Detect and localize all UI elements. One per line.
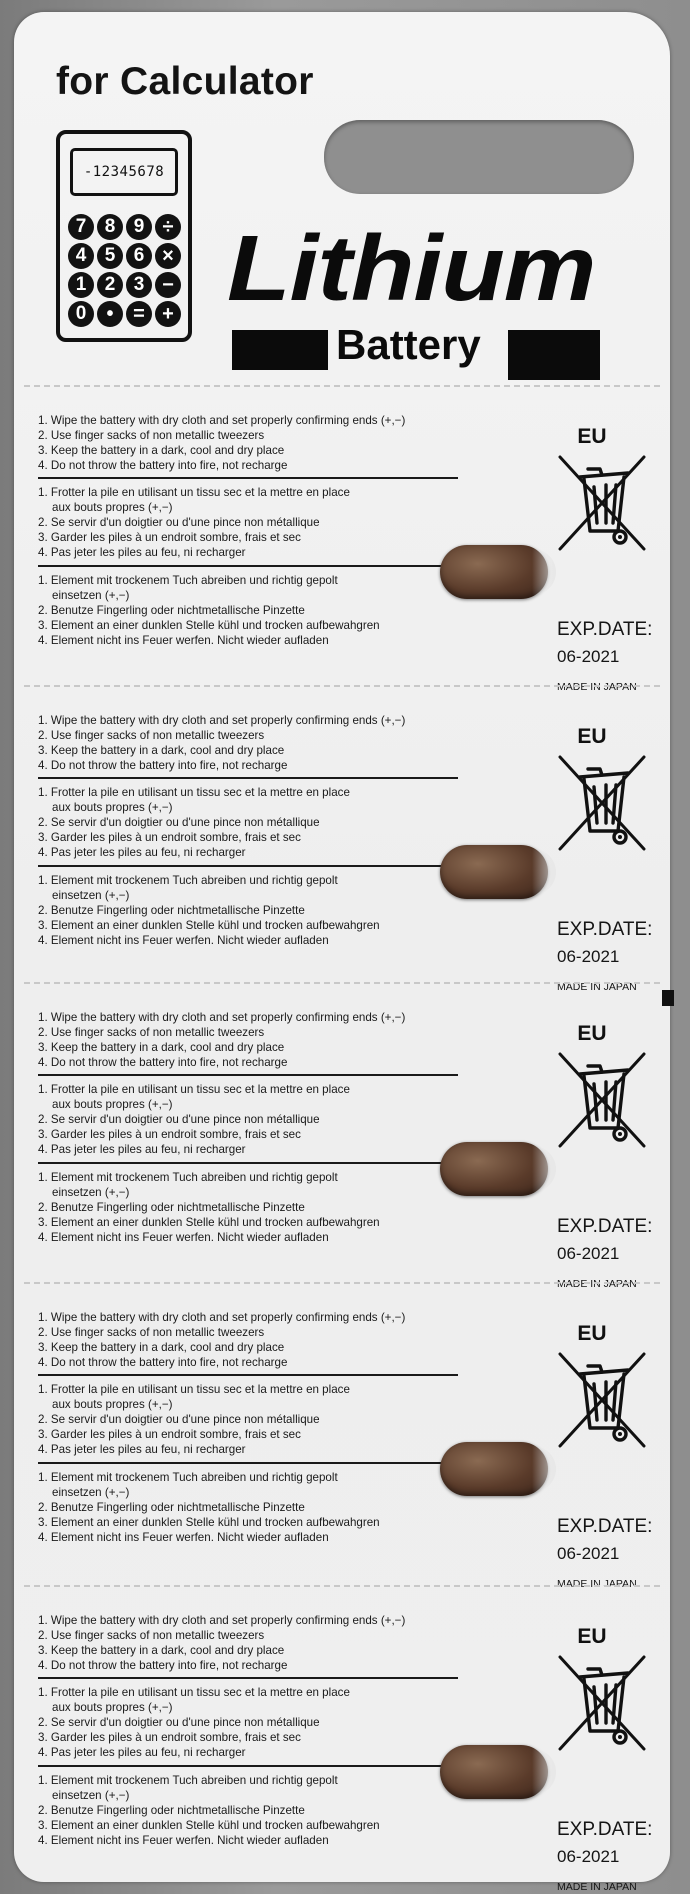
instructions-english <box>38 1010 458 1070</box>
exp-date-value: 06-2021 <box>557 1544 620 1563</box>
perforation-line <box>24 1282 660 1284</box>
instruction-line: 1. Element mit trockenem Tuch abreiben und richtig gepolt <box>38 1171 338 1184</box>
instructions-german <box>38 873 458 948</box>
battery-section <box>14 1282 670 1590</box>
instruction-line: 4. Do not throw the battery into fire, not recharge <box>38 1659 288 1672</box>
calculator-key: • <box>97 301 123 327</box>
section-divider <box>38 1765 458 1767</box>
instructions-english <box>38 413 458 473</box>
instruction-line: einsetzen (+,−) <box>52 589 130 602</box>
instructions-french <box>38 485 458 560</box>
instruction-line: einsetzen (+,−) <box>52 1789 130 1802</box>
instruction-line: 2. Benutze Fingerling oder nichtmetallische Pinzette <box>38 1804 305 1817</box>
header-title: for Calculator <box>56 60 314 103</box>
instruction-line: 4. Element nicht ins Feuer werfen. Nicht wieder aufladen <box>38 1834 329 1847</box>
instruction-line: 1. Element mit trockenem Tuch abreiben und richtig gepolt <box>38 874 338 887</box>
instructions-german <box>38 1773 458 1848</box>
instruction-line: 3. Garder les piles à un endroit sombre, frais et sec <box>38 1731 301 1744</box>
instructions-english <box>38 1310 458 1370</box>
section-divider <box>38 1374 458 1376</box>
instruction-line: 2. Se servir d'un doigtier ou d'une pince non métallique <box>38 1413 320 1426</box>
instruction-line: 3. Keep the battery in a dark, cool and dry place <box>38 1341 285 1354</box>
instruction-line: einsetzen (+,−) <box>52 889 130 902</box>
brand-name: Lithium <box>227 216 596 320</box>
button-cell-battery <box>440 845 548 899</box>
made-in-label: MADE IN JAPAN <box>557 681 637 693</box>
instruction-line: 3. Element an einer dunklen Stelle kühl und trocken aufbewahgren <box>38 1819 380 1832</box>
brand-bar-right <box>508 330 600 380</box>
instruction-line: 1. Frotter la pile en utilisant un tissu sec et la mettre en place <box>38 1383 350 1396</box>
instruction-line: 3. Garder les piles à un endroit sombre, frais et sec <box>38 1128 301 1141</box>
instruction-line: 2. Use finger sacks of non metallic tweezers <box>38 1326 265 1339</box>
battery-section <box>14 685 670 993</box>
button-cell-battery <box>440 545 548 599</box>
instruction-line: einsetzen (+,−) <box>52 1186 130 1199</box>
instructions-german <box>38 1170 458 1245</box>
calculator-key: 3 <box>126 272 152 298</box>
eu-label: EU <box>577 1022 607 1045</box>
instruction-line: 4. Do not throw the battery into fire, not recharge <box>38 1056 288 1069</box>
made-in-label: MADE IN JAPAN <box>557 1881 637 1893</box>
instructions-french <box>38 1685 458 1760</box>
button-cell-battery <box>440 1442 548 1496</box>
exp-date-label: EXP.DATE: <box>557 919 653 940</box>
calculator-key: − <box>155 272 181 298</box>
section-divider <box>38 1162 458 1164</box>
crossed-out-wheelie-bin-icon <box>554 751 650 855</box>
calculator-key: 5 <box>97 243 123 269</box>
instruction-line: aux bouts propres (+,−) <box>52 801 173 814</box>
instruction-line: 2. Benutze Fingerling oder nichtmetallische Pinzette <box>38 1201 305 1214</box>
eu-label: EU <box>577 1322 607 1345</box>
calculator-key: 9 <box>126 214 152 240</box>
calculator-key: 4 <box>68 243 94 269</box>
instruction-line: 4. Pas jeter les piles au feu, ni recharger <box>38 1443 246 1456</box>
instruction-line: 1. Wipe the battery with dry cloth and set properly confirming ends (+,−) <box>38 1011 406 1024</box>
perforation-line <box>24 1585 660 1587</box>
instruction-line: 1. Wipe the battery with dry cloth and set properly confirming ends (+,−) <box>38 1311 406 1324</box>
instruction-line: 1. Element mit trockenem Tuch abreiben und richtig gepolt <box>38 574 338 587</box>
section-divider <box>38 777 458 779</box>
exp-date-label: EXP.DATE: <box>557 1516 653 1537</box>
calculator-key: ÷ <box>155 214 181 240</box>
eu-label: EU <box>577 725 607 748</box>
instruction-line: aux bouts propres (+,−) <box>52 1098 173 1111</box>
exp-date-label: EXP.DATE: <box>557 619 653 640</box>
eu-label: EU <box>577 1625 607 1648</box>
blister-card <box>14 12 670 1893</box>
battery-section <box>14 1585 670 1893</box>
made-in-label: MADE IN JAPAN <box>557 1578 637 1590</box>
exp-date-value: 06-2021 <box>557 1847 620 1866</box>
section-divider <box>38 565 458 567</box>
instruction-line: 4. Pas jeter les piles au feu, ni recharger <box>38 846 246 859</box>
made-in-label: MADE IN JAPAN <box>557 1278 637 1290</box>
instruction-line: 3. Element an einer dunklen Stelle kühl und trocken aufbewahgren <box>38 1216 380 1229</box>
instruction-line: 4. Element nicht ins Feuer werfen. Nicht wieder aufladen <box>38 1531 329 1544</box>
instructions-german <box>38 573 458 648</box>
instruction-line: 1. Wipe the battery with dry cloth and set properly confirming ends (+,−) <box>38 1614 406 1627</box>
button-cell-battery <box>440 1745 548 1799</box>
calculator-key: 0 <box>68 301 94 327</box>
instructions-french <box>38 1382 458 1457</box>
exp-date-value: 06-2021 <box>557 1244 620 1263</box>
instruction-line: 4. Do not throw the battery into fire, not recharge <box>38 459 288 472</box>
hang-hole <box>324 120 634 194</box>
instruction-line: 1. Frotter la pile en utilisant un tissu sec et la mettre en place <box>38 786 350 799</box>
instruction-line: einsetzen (+,−) <box>52 1486 130 1499</box>
button-cell-battery <box>440 1142 548 1196</box>
instruction-line: 3. Keep the battery in a dark, cool and dry place <box>38 444 285 457</box>
instruction-line: 1. Wipe the battery with dry cloth and set properly confirming ends (+,−) <box>38 414 406 427</box>
exp-date-label: EXP.DATE: <box>557 1216 653 1237</box>
section-divider <box>38 477 458 479</box>
perforation-line <box>24 685 660 687</box>
instruction-line: 2. Benutze Fingerling oder nichtmetallische Pinzette <box>38 604 305 617</box>
instruction-line: 4. Pas jeter les piles au feu, ni recharger <box>38 1143 246 1156</box>
section-divider <box>38 1074 458 1076</box>
calculator-key: + <box>155 301 181 327</box>
instruction-line: 1. Frotter la pile en utilisant un tissu sec et la mettre en place <box>38 1686 350 1699</box>
instruction-line: 1. Wipe the battery with dry cloth and set properly confirming ends (+,−) <box>38 714 406 727</box>
instruction-line: 2. Use finger sacks of non metallic tweezers <box>38 1026 265 1039</box>
perforation-line <box>24 385 660 387</box>
calculator-key: 8 <box>97 214 123 240</box>
instructions-english <box>38 1613 458 1673</box>
instruction-line: 3. Garder les piles à un endroit sombre, frais et sec <box>38 1428 301 1441</box>
exp-date-label: EXP.DATE: <box>557 1819 653 1840</box>
instruction-line: 2. Se servir d'un doigtier ou d'une pince non métallique <box>38 816 320 829</box>
exp-date-value: 06-2021 <box>557 947 620 966</box>
battery-section <box>14 385 670 693</box>
instruction-line: 2. Se servir d'un doigtier ou d'une pince non métallique <box>38 1113 320 1126</box>
instruction-line: 3. Keep the battery in a dark, cool and dry place <box>38 744 285 757</box>
instruction-line: 4. Element nicht ins Feuer werfen. Nicht wieder aufladen <box>38 634 329 647</box>
instruction-line: 2. Benutze Fingerling oder nichtmetallische Pinzette <box>38 904 305 917</box>
calculator-icon <box>56 130 192 342</box>
instruction-line: 1. Frotter la pile en utilisant un tissu sec et la mettre en place <box>38 486 350 499</box>
instruction-line: 4. Do not throw the battery into fire, not recharge <box>38 1356 288 1369</box>
calculator-key: 6 <box>126 243 152 269</box>
calculator-key: = <box>126 301 152 327</box>
calculator-keypad <box>68 214 184 327</box>
calculator-key: 7 <box>68 214 94 240</box>
side-mark <box>662 990 674 1006</box>
crossed-out-wheelie-bin-icon <box>554 1348 650 1452</box>
calculator-key: × <box>155 243 181 269</box>
instruction-line: 2. Use finger sacks of non metallic tweezers <box>38 429 265 442</box>
instruction-line: 4. Pas jeter les piles au feu, ni recharger <box>38 546 246 559</box>
battery-section <box>14 982 670 1290</box>
crossed-out-wheelie-bin-icon <box>554 451 650 555</box>
instruction-line: 3. Garder les piles à un endroit sombre, frais et sec <box>38 831 301 844</box>
section-divider <box>38 865 458 867</box>
instruction-line: 4. Pas jeter les piles au feu, ni recharger <box>38 1746 246 1759</box>
instruction-line: 3. Element an einer dunklen Stelle kühl und trocken aufbewahgren <box>38 619 380 632</box>
instruction-line: 2. Se servir d'un doigtier ou d'une pince non métallique <box>38 516 320 529</box>
eu-label: EU <box>577 425 607 448</box>
instruction-line: aux bouts propres (+,−) <box>52 1398 173 1411</box>
brand-bar-left <box>232 330 328 370</box>
instruction-line: 3. Element an einer dunklen Stelle kühl und trocken aufbewahgren <box>38 919 380 932</box>
made-in-label: MADE IN JAPAN <box>557 981 637 993</box>
section-divider <box>38 1677 458 1679</box>
calculator-key: 2 <box>97 272 123 298</box>
instruction-line: 3. Element an einer dunklen Stelle kühl und trocken aufbewahgren <box>38 1516 380 1529</box>
instruction-line: 2. Benutze Fingerling oder nichtmetallische Pinzette <box>38 1501 305 1514</box>
instruction-line: 4. Element nicht ins Feuer werfen. Nicht wieder aufladen <box>38 934 329 947</box>
instruction-line: 3. Keep the battery in a dark, cool and dry place <box>38 1041 285 1054</box>
calculator-display: -12345678 <box>70 148 178 196</box>
perforation-line <box>24 982 660 984</box>
crossed-out-wheelie-bin-icon <box>554 1048 650 1152</box>
instruction-line: 4. Do not throw the battery into fire, not recharge <box>38 759 288 772</box>
brand-subtitle: Battery <box>336 321 481 368</box>
instruction-line: 2. Use finger sacks of non metallic tweezers <box>38 729 265 742</box>
crossed-out-wheelie-bin-icon <box>554 1651 650 1755</box>
instruction-line: aux bouts propres (+,−) <box>52 501 173 514</box>
instruction-line: 2. Use finger sacks of non metallic tweezers <box>38 1629 265 1642</box>
instruction-line: 1. Frotter la pile en utilisant un tissu sec et la mettre en place <box>38 1083 350 1096</box>
exp-date-value: 06-2021 <box>557 647 620 666</box>
instruction-line: 2. Se servir d'un doigtier ou d'une pince non métallique <box>38 1716 320 1729</box>
instructions-french <box>38 785 458 860</box>
instruction-line: 1. Element mit trockenem Tuch abreiben und richtig gepolt <box>38 1471 338 1484</box>
instructions-french <box>38 1082 458 1157</box>
instruction-line: 3. Garder les piles à un endroit sombre, frais et sec <box>38 531 301 544</box>
instructions-german <box>38 1470 458 1545</box>
section-divider <box>38 1462 458 1464</box>
instruction-line: aux bouts propres (+,−) <box>52 1701 173 1714</box>
instruction-line: 1. Element mit trockenem Tuch abreiben und richtig gepolt <box>38 1774 338 1787</box>
instructions-english <box>38 713 458 773</box>
instruction-line: 3. Keep the battery in a dark, cool and dry place <box>38 1644 285 1657</box>
calculator-key: 1 <box>68 272 94 298</box>
instruction-line: 4. Element nicht ins Feuer werfen. Nicht wieder aufladen <box>38 1231 329 1244</box>
